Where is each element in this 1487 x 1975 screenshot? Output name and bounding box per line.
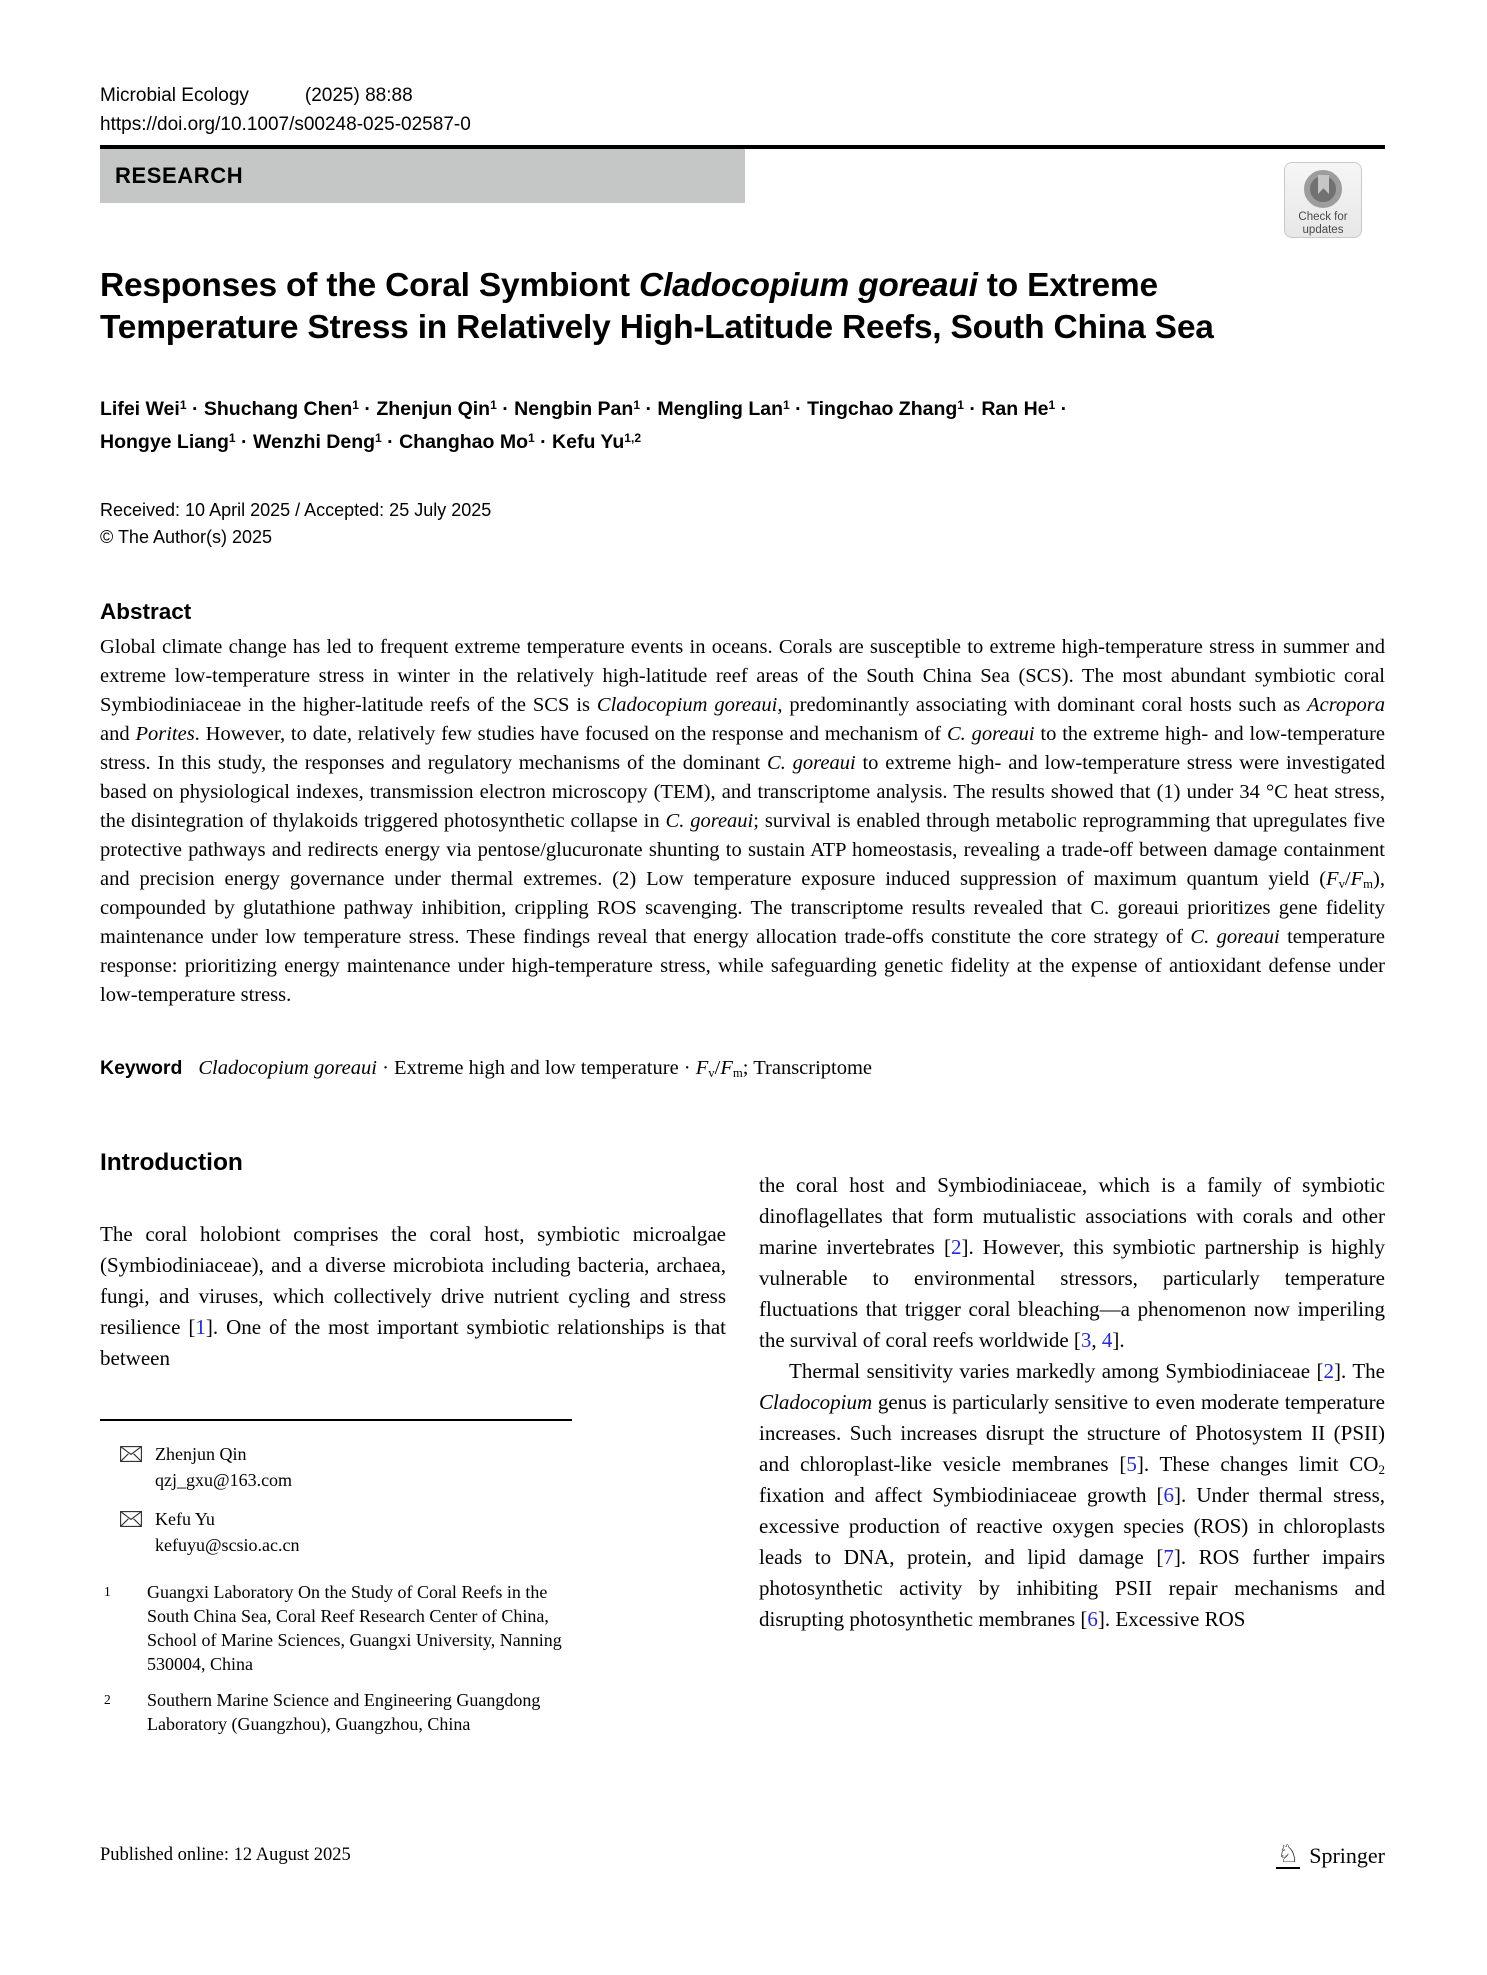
correspondence-block <box>100 1441 726 1558</box>
page-footer <box>100 1842 1385 1869</box>
page-title <box>100 265 1385 349</box>
two-column-section <box>100 1147 1385 1748</box>
doi: https://doi.org/10.1007/s00248-025-02587-0 <box>100 114 471 135</box>
introduction-paragraph-2: the coral host and Symbiodiniaceae, which is a family of symbiotic dinoflagellates that form mutualistic associations with corals and other marine invertebrates [2]. However, this symbiotic partnership is highly vulnerable to environmental stressors, particularly temperature fluctuations that trigger coral bleaching—a phenomenon now imperiling the survival of coral reefs worldwide [3, 4]. <box>759 1173 1385 1352</box>
article-dates <box>100 497 1385 551</box>
abstract-text: Global climate change has led to frequent extreme temperature events in oceans. Corals are susceptible to extreme high-temperature stress in summer and extreme low-temperature stress in winter in the relatively high-latitude reef areas of the South China Sea (SCS). The most abundant symbiotic coral Symbiodiniaceae in the higher-latitude reefs of the SCS is Cladocopium goreaui, predominantly associating with dominant coral hosts such as Acropora and Porites. However, to date, relatively few studies have focused on the response and mechanism of C. goreaui to the extreme high- and low-temperature stress. In this study, the responses and regulatory mechanisms of the dominant C. goreaui to extreme high- and low-temperature stress were investigated based on physiological indexes, transmission electron microscopy (TEM), and transcriptome analysis. The results showed that (1) under 34 °C heat stress, the disintegration of thylakoids triggered photosynthetic collapse in C. goreaui; survival is enabled through metabolic reprogramming that upregulates five protective pathways and redirects energy via pentose/glucuronate shunting to sustain ATP homeostasis, revealing a trade-off between damage containment and precision energy governance under thermal extremes. (2) Low temperature exposure induced suppression of maximum quantum yield (Fv/Fm), compounded by glutathione pathway inhibition, crippling ROS scavenging. The transcriptome results revealed that C. goreaui prioritizes gene fidelity maintenance under low temperature stress. These findings reveal that energy allocation trade-offs constitute the core strategy of C. goreaui temperature response: prioritizing energy maintenance under high-temperature stress, while safeguarding genetic fidelity at the expense of antioxidant defense under low-temperature stress. <box>100 636 1386 1006</box>
affiliation-text: Southern Marine Science and Engineering Guangdong Laboratory (Guangzhou), Guangzhou, China <box>147 1690 541 1734</box>
citation-link[interactable]: 2 <box>1323 1359 1335 1383</box>
citation-link[interactable]: 7 <box>1163 1545 1174 1569</box>
journal-name: Microbial Ecology <box>100 85 249 106</box>
article-type-banner: RESEARCH <box>100 149 745 203</box>
right-column <box>759 1147 1385 1748</box>
affiliations-block <box>100 1580 726 1736</box>
citation-link[interactable]: 3 <box>1080 1328 1092 1352</box>
keyword-label: Keyword <box>100 1057 183 1079</box>
correspondence-email[interactable]: kefuyu@scsio.ac.cn <box>155 1535 300 1555</box>
springer-knight-icon: ♘ <box>1276 1841 1300 1868</box>
envelope-icon <box>120 1446 142 1462</box>
copyright-line: © The Author(s) 2025 <box>100 527 273 547</box>
abstract-heading: Abstract <box>100 599 192 624</box>
footnote-rule <box>100 1419 572 1421</box>
check-for-updates-badge[interactable] <box>1284 162 1362 238</box>
keyword-content: Cladocopium goreaui · Extreme high and low temperature · Fv/Fm; Transcriptome <box>198 1057 873 1080</box>
keyword-row <box>100 1054 1385 1083</box>
published-online: Published online: 12 August 2025 <box>100 1845 351 1865</box>
affiliation-text: Guangxi Laboratory On the Study of Coral Reefs in the South China Sea, Coral Reef Research Center of China, School of Marine Sciences, Guangxi University, Nanning 530004, China <box>147 1582 562 1674</box>
correspondence-name: Zhenjun Qin <box>155 1444 247 1464</box>
affiliation-item <box>100 1580 726 1676</box>
envelope-icon <box>120 1511 142 1527</box>
citation-link[interactable]: 4 <box>1101 1328 1113 1352</box>
received-accepted: Received: 10 April 2025 / Accepted: 25 July 2025 <box>100 500 492 520</box>
author-line-1: Lifei Wei$^1$ · Shuchang Chen$^1$ · Zhenjun Qin$^1$ · Nengbin Pan$^1$ · Mengling Lan$^1$ · Tingchao Zhang$^1$ · Ran $He^1$ · <box>100 397 1068 420</box>
affiliation-number: 1 <box>104 1584 111 1599</box>
affiliation-number: 2 <box>104 1692 111 1707</box>
citation-link[interactable]: 5 <box>1126 1452 1137 1476</box>
bookmark-circle-icon <box>1304 170 1342 208</box>
springer-logo <box>1276 1842 1385 1869</box>
introduction-paragraph-3: Thermal sensitivity varies markedly among Symbiodiniaceae [2]. The Cladocopium genus is particularly sensitive to even moderate temperature increases. Such increases disrupt the structure of Photosystem II (PSII) and chloroplast-like vesicle membranes [5]. These changes limit CO2 fixation and affect Symbiodiniaceae growth [6]. Under thermal stress, excessive production of reactive oxygen species (ROS) in chloroplasts leads to DNA, protein, and lipid damage [7]. ROS further impairs photosynthetic activity by inhibiting PSII repair mechanisms and disrupting photosynthetic membranes [6]. Excessive ROS <box>759 1359 1386 1631</box>
left-column <box>100 1147 726 1748</box>
journal-issue: (2025) 88:88 <box>304 85 413 106</box>
introduction-paragraph-1: The coral holobiont comprises the coral host, symbiotic microalgae (Symbiodiniaceae), and a diverse microbiota including bacteria, archaea, fungi, and viruses, which collectively drive nutrient cycling and stress resilience [1]. One of the most important symbiotic relationships is that between <box>100 1222 726 1370</box>
title-line-1: Responses of the Coral Symbiont Cladocopium goreaui to Extreme <box>100 267 1158 304</box>
citation-link[interactable]: 6 <box>1163 1483 1175 1507</box>
check-updates-label: Check for updates <box>1298 211 1348 236</box>
correspondence-name: Kefu Yu <box>155 1509 215 1529</box>
journal-header <box>100 0 1385 108</box>
correspondence-item <box>100 1506 726 1558</box>
author-list <box>100 393 1385 459</box>
correspondence-email[interactable]: qzj_gxu@163.com <box>155 1470 293 1490</box>
banner-row <box>100 149 1385 236</box>
citation-link[interactable]: 6 <box>1087 1607 1098 1631</box>
affiliation-item <box>100 1688 726 1736</box>
author-line-2: Hongye Liang$^1$ · Wenzhi Deng$^1$ · Changhao $Mo^1$ · Kefu Yu$^{1,2}$ <box>100 430 642 453</box>
introduction-heading: Introduction <box>100 1149 243 1176</box>
bookmark-icon <box>1318 175 1329 194</box>
springer-wordmark: Springer <box>1309 1843 1385 1868</box>
title-line-2: Temperature Stress in Relatively High-Latitude Reefs, South China Sea <box>100 309 1214 346</box>
correspondence-item <box>100 1441 726 1493</box>
citation-link[interactable]: 2 <box>950 1235 962 1259</box>
citation-link[interactable]: 1 <box>195 1315 206 1339</box>
